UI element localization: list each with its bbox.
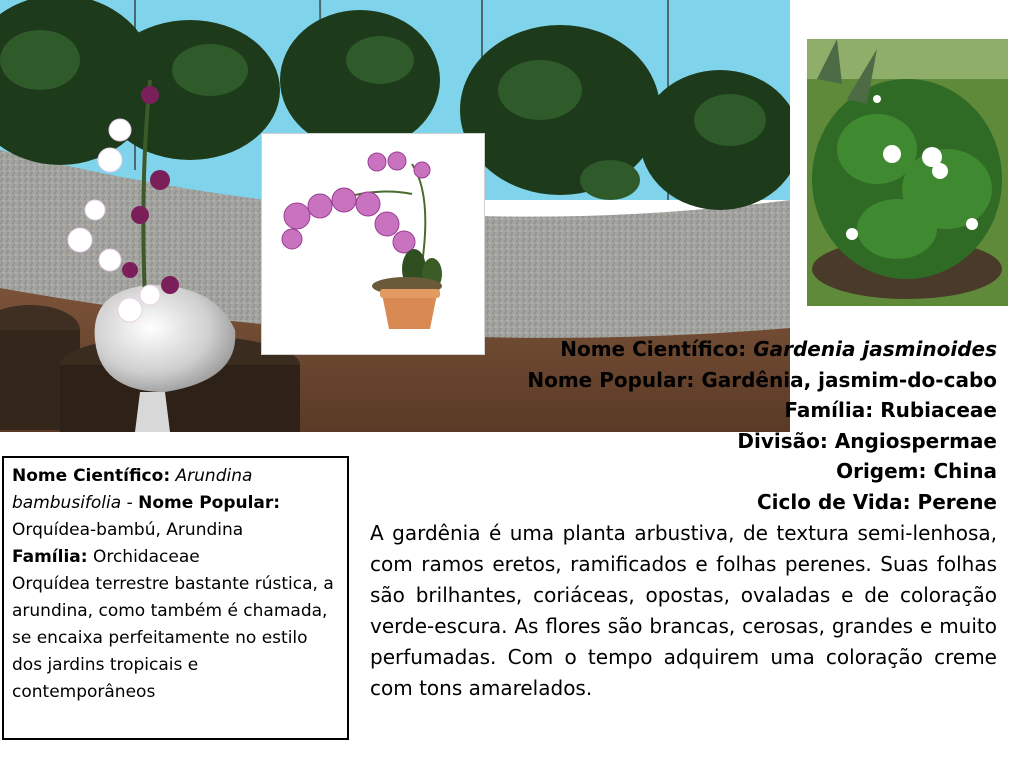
arundina-popular-label: Nome Popular: [138, 493, 281, 513]
arundina-family-label: Família: [12, 547, 88, 567]
gardenia-info [357, 334, 997, 517]
gardenia-division: Divisão: Angiospermae [737, 428, 997, 453]
gardenia-scientific-name: Gardenia jasminoides [753, 337, 997, 361]
gardenia-bush-illustration [807, 39, 1008, 306]
orchid-photo [261, 133, 485, 355]
arundina-scientific-name: Arundina bambusifolia [12, 466, 253, 513]
gardenia-scientific-name-row [357, 334, 997, 365]
arundina-family-value: Orchidaceae [92, 547, 200, 567]
arundina-popular-value: Orquídea-bambú, Arundina [12, 520, 244, 540]
gardenia-popular-name: Nome Popular: Gardênia, jasmim-do-cabo [527, 367, 997, 392]
arundina-description: Orquídea terrestre bastante rústica, a arundina, como também é chamada, se encaixa perfeitamente no estilo dos jardins tropicais e contemporâneos [12, 574, 334, 702]
arundina-separator: - [121, 493, 139, 513]
gardenia-life-cycle: Ciclo de Vida: Perene [757, 489, 997, 514]
gardenia-family: Família: Rubiaceae [784, 398, 997, 422]
orchid-pot-illustration [262, 134, 484, 354]
gardenia-photo [807, 39, 1008, 306]
gardenia-scientific-label: Nome Científico: [560, 337, 747, 361]
gardenia-origin: Origem: China [836, 459, 997, 483]
gardenia-description: A gardênia é uma planta arbustiva, de textura semi-lenhosa, com ramos eretos, ramificados e folhas perenes. Suas folhas são brilhantes, coriáceas, opostas, ovaladas e de coloração verde-escura. As flores são brancas, cerosas, grandes e muito perfumadas. Com o tempo adquirem uma coloração creme com tons amarelados. [370, 521, 997, 700]
arundina-info-box [2, 456, 349, 740]
arundina-scientific-label: Nome Científico: [12, 466, 171, 486]
